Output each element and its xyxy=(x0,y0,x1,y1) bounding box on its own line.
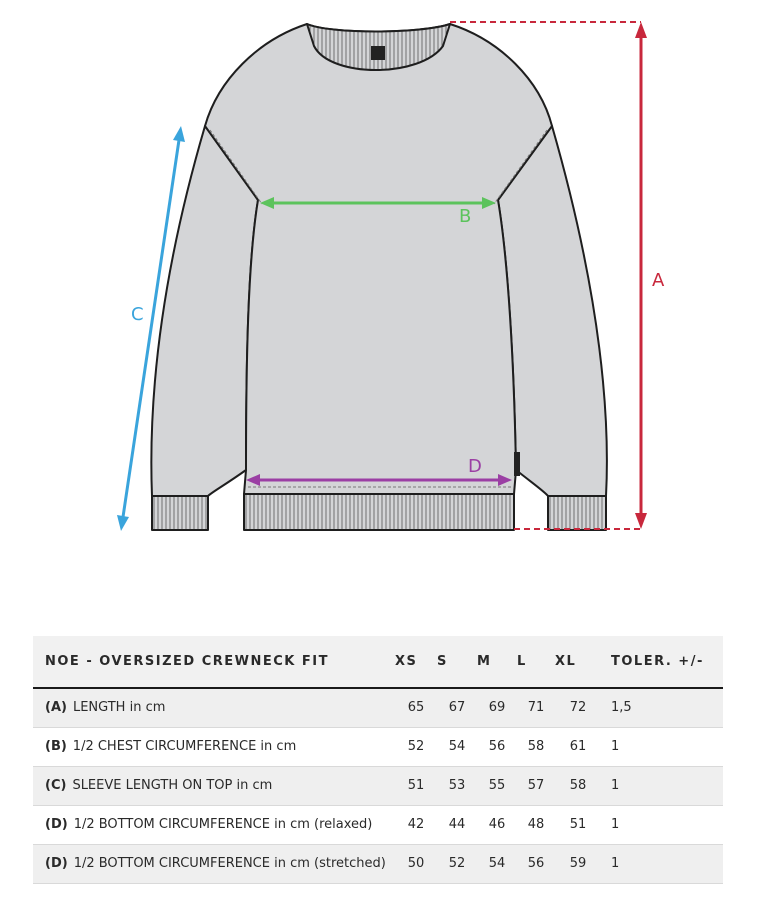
cell-tolerance: 1 xyxy=(601,727,723,766)
row-label: 1/2 CHEST CIRCUMFERENCE in cm xyxy=(72,739,297,754)
row-code: (D) xyxy=(45,817,68,832)
table-title: NOE - OVERSIZED CREWNECK FIT xyxy=(33,636,395,688)
row-label: 1/2 BOTTOM CIRCUMFERENCE in cm (relaxed) xyxy=(73,817,373,832)
cell-xs: 42 xyxy=(395,805,437,844)
sweatshirt-body xyxy=(205,24,552,494)
row-label: SLEEVE LENGTH ON TOP in cm xyxy=(72,778,273,793)
cell-m: 54 xyxy=(477,844,517,883)
cell-tolerance: 1 xyxy=(601,844,723,883)
cell-m: 46 xyxy=(477,805,517,844)
table-row xyxy=(33,727,723,766)
cell-xs: 52 xyxy=(395,727,437,766)
cell-l: 58 xyxy=(517,727,555,766)
size-header-l: L xyxy=(517,636,555,688)
size-chart-table xyxy=(33,636,723,884)
neck-logo-tag xyxy=(371,46,385,60)
cell-s: 52 xyxy=(437,844,477,883)
size-header-s: S xyxy=(437,636,477,688)
cell-xs: 50 xyxy=(395,844,437,883)
cell-s: 53 xyxy=(437,766,477,805)
cell-s: 44 xyxy=(437,805,477,844)
cell-tolerance: 1,5 xyxy=(601,688,723,727)
cell-m: 55 xyxy=(477,766,517,805)
cell-m: 69 xyxy=(477,688,517,727)
cell-l: 57 xyxy=(517,766,555,805)
table-row xyxy=(33,688,723,727)
row-code: (B) xyxy=(45,739,67,754)
cell-l: 48 xyxy=(517,805,555,844)
row-label: 1/2 BOTTOM CIRCUMFERENCE in cm (stretched) xyxy=(73,856,386,871)
cell-l: 56 xyxy=(517,844,555,883)
row-code: (A) xyxy=(45,700,67,716)
cell-l: 71 xyxy=(517,688,555,727)
cell-s: 67 xyxy=(437,688,477,727)
size-header-xl: XL xyxy=(555,636,601,688)
cell-xl: 72 xyxy=(555,688,601,727)
row-label: LENGTH in cm xyxy=(72,700,166,716)
cell-xl: 59 xyxy=(555,844,601,883)
left-sleeve xyxy=(151,126,258,496)
hem-rib xyxy=(244,494,514,530)
cell-xl: 61 xyxy=(555,727,601,766)
label-a: A xyxy=(652,270,665,291)
cell-xs: 51 xyxy=(395,766,437,805)
table-row xyxy=(33,805,723,844)
label-c: C xyxy=(131,304,144,325)
tolerance-header: TOLER. +/- xyxy=(601,636,723,688)
table-row xyxy=(33,766,723,805)
sweatshirt-illustration xyxy=(151,24,607,530)
label-b: B xyxy=(459,206,472,227)
right-cuff-rib xyxy=(548,496,606,530)
table-header-row xyxy=(33,636,723,688)
cell-m: 56 xyxy=(477,727,517,766)
cell-xs: 65 xyxy=(395,688,437,727)
cell-tolerance: 1 xyxy=(601,805,723,844)
row-code: (C) xyxy=(45,778,67,793)
left-cuff-rib xyxy=(152,496,208,530)
table-row xyxy=(33,844,723,883)
cell-tolerance: 1 xyxy=(601,766,723,805)
cell-xl: 58 xyxy=(555,766,601,805)
size-header-m: M xyxy=(477,636,517,688)
row-code: (D) xyxy=(45,856,68,871)
size-header-xs: XS xyxy=(395,636,437,688)
cell-s: 54 xyxy=(437,727,477,766)
label-d: D xyxy=(468,456,482,477)
cell-xl: 51 xyxy=(555,805,601,844)
side-label xyxy=(514,452,520,476)
